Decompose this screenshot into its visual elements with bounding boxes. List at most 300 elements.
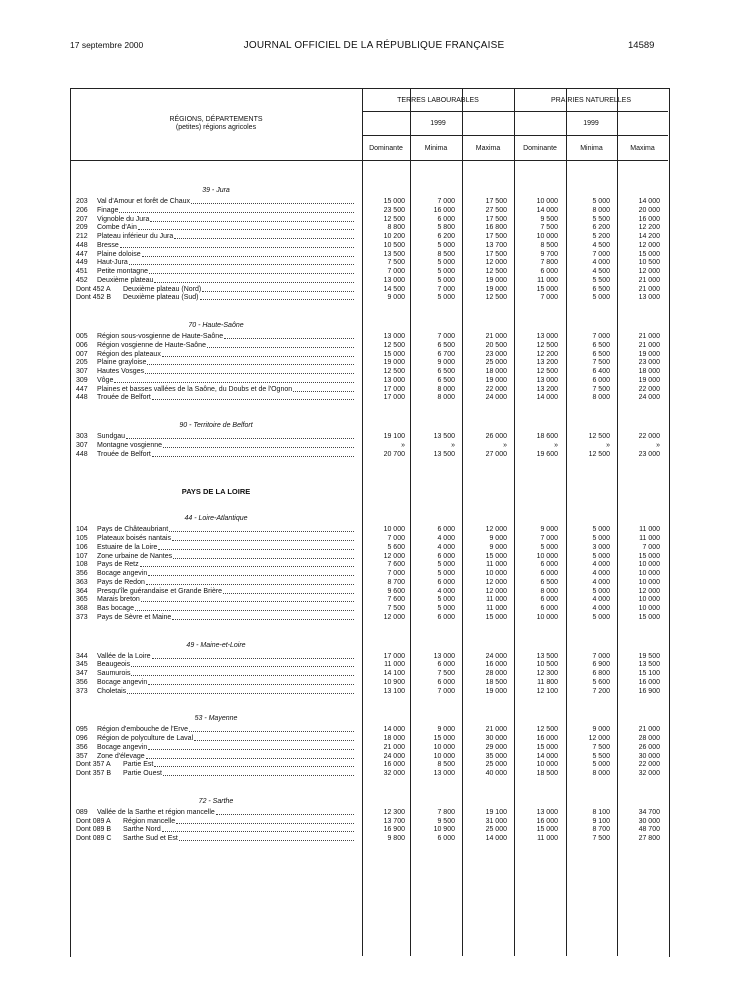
region-name-text: Combe d'Ain [97,224,137,232]
value-cell: 6 000 [437,526,455,534]
value-cell: » [606,441,610,449]
region-name [97,376,354,385]
value-cell: 19 100 [383,433,405,440]
value-cell: 7 800 [540,259,558,267]
value-cell: 6 000 [437,552,455,560]
value-cell: 4 000 [592,561,610,569]
table-row [0,385,748,394]
value-cell: 11 800 [537,678,558,686]
value-cell: 13 000 [383,276,405,284]
value-cell: 21 000 [485,333,507,340]
value-cell: 7 500 [387,605,405,612]
value-cell: 23 000 [638,450,660,458]
leader-dots [162,350,354,357]
header-title: JOURNAL OFFICIEL DE LA RÉPUBLIQUE FRANÇAISE [243,40,505,51]
value-cell: 12 500 [383,368,405,375]
value-cell: 4 500 [592,268,610,275]
value-cell: 25 000 [485,761,507,769]
region-name [97,197,354,206]
value-cell: 11 000 [384,661,405,669]
region-code: 307 [76,368,88,375]
year-header-prairies: 1999 [583,120,599,127]
value-cell: 24 000 [638,394,660,402]
leader-dots [158,543,354,550]
region-name-text: Région vosgienne de Haute-Saône [97,341,206,349]
region-name-text: Zone d'élevage [97,752,145,760]
value-cell: 5 000 [437,596,455,604]
department-heading: 72 - Sarthe [198,797,234,805]
table-row [0,652,748,661]
value-cell: 18 000 [485,368,507,375]
region-name [97,232,354,241]
table-row [0,543,748,552]
leader-dots [174,232,354,239]
col-header-maxima: Maxima [630,145,655,152]
region-name [97,367,354,376]
table-row [0,734,748,743]
value-cell: 4 000 [437,543,455,551]
leader-dots [163,769,354,776]
value-cell: 13 000 [383,333,405,340]
region-name-text: Pays de Redon [97,578,145,586]
leader-dots [173,552,354,559]
value-cell: 16 800 [485,224,507,232]
value-cell: 7 000 [592,652,610,660]
region-name-text: Région sous-vosgienne de Haute-Saône [97,333,224,340]
region-name [97,267,354,276]
leader-dots [114,376,354,383]
value-cell: 30 000 [638,817,660,825]
value-cell: 7 600 [387,596,405,604]
leader-dots [145,367,354,374]
region-code: 007 [76,350,88,358]
value-cell: 6 500 [437,376,455,384]
value-cell: 18 600 [536,433,558,440]
value-cell: 7 000 [437,687,455,695]
value-cell: 5 000 [592,587,610,595]
region-code: 212 [76,233,88,240]
leader-dots [172,613,354,620]
region-name-text: Plaine doloise [97,250,141,258]
region-name-text: Deuxième plateau (Sud) [123,294,199,302]
value-cell: 12 000 [485,259,507,267]
table-row [0,725,748,734]
value-cell: 25 000 [485,359,507,367]
value-cell: 5 500 [592,215,610,223]
region-name [97,734,354,743]
value-cell: 9 500 [437,817,455,825]
region-name [97,441,354,450]
leader-dots [169,525,354,532]
region-name-text: Beaugeois [97,661,131,669]
value-cell: 13 500 [383,250,405,258]
region-code: 107 [76,552,88,560]
value-cell: 12 200 [638,224,660,232]
value-cell: 12 000 [485,578,507,586]
value-cell: 22 000 [638,385,660,393]
value-cell: 10 000 [638,561,660,569]
value-cell: 15 000 [638,613,660,621]
region-name-text: Région mancelle [123,817,176,825]
leader-dots [146,578,354,585]
region-name [97,652,354,661]
region-name [97,808,354,817]
value-cell: 7 000 [540,294,558,302]
region-code: 309 [76,376,88,384]
value-cell: 7 500 [592,743,610,751]
value-cell: 10 500 [638,259,660,267]
region-name-text: Deuxième plateau [97,276,154,284]
value-cell: » [451,441,455,449]
region-name [97,534,354,543]
region-name-text: Bas bocage [97,605,134,612]
value-cell: 13 000 [383,376,405,384]
value-cell: 6 500 [592,341,610,349]
region-code: Dont 357 B [76,770,112,777]
value-cell: 16 900 [638,687,660,695]
value-cell: 19 500 [638,652,660,660]
value-cell: 6 700 [437,350,455,358]
leader-dots [191,197,354,204]
value-cell: 13 000 [638,294,660,302]
value-cell: 5 000 [592,198,610,205]
value-cell: 6 000 [437,678,455,686]
table-row [0,341,748,350]
region-name [97,385,354,394]
value-cell: 26 000 [638,743,660,751]
table-row [0,525,748,534]
region-name [97,223,354,232]
value-cell: 7 000 [437,333,455,340]
value-cell: 10 900 [383,678,405,686]
value-cell: 12 000 [588,735,610,742]
table-row [0,834,748,843]
value-cell: 7 500 [540,224,558,232]
region-code: 368 [76,605,88,612]
region-code: Dont 089 A [76,817,111,825]
leader-dots [207,341,354,348]
value-cell: 10 000 [536,233,558,240]
region-code: 452 [76,276,88,284]
value-cell: 11 000 [537,835,558,842]
value-cell: 21 000 [638,285,660,293]
value-cell: 7 000 [540,535,558,542]
region-code: Dont 452 B [76,294,112,302]
table-row [0,678,748,687]
region-code: 104 [76,526,88,534]
region-name-text: Partie Ouest [123,770,162,777]
value-cell: 8 700 [592,826,610,834]
table-row [0,534,748,543]
value-cell: 4 500 [592,241,610,249]
region-name-text: Finage [97,206,119,214]
region-name-text: Plateau inférieur du Jura [97,233,174,240]
value-cell: 4 000 [592,578,610,586]
table-row [0,376,748,385]
value-cell: 19 100 [485,808,507,816]
value-cell: 5 000 [592,613,610,621]
region-name [97,669,354,678]
value-cell: 6 000 [540,596,558,604]
table-row [0,223,748,232]
col-header-dominante: Dominante [523,145,557,152]
value-cell: 13 200 [536,385,558,393]
table-row [0,350,748,359]
department-heading: 44 - Loire-Atlantique [184,515,248,523]
region-name-text: Vallée de la Loire [97,652,151,660]
value-cell: 4 000 [437,587,455,595]
value-cell: 15 000 [536,743,558,751]
value-cell: 32 000 [383,770,405,777]
value-cell: 5 500 [592,276,610,284]
table-row [0,367,748,376]
region-name [97,743,354,752]
value-cell: 13 200 [536,359,558,367]
leader-dots [293,385,354,392]
region-code: 449 [76,259,88,267]
value-cell: 32 000 [638,770,660,777]
table-row [0,808,748,817]
value-cell: 15 000 [383,198,405,205]
value-cell: 14 000 [536,206,558,214]
value-cell: 10 500 [383,241,405,249]
region-name-text: Trouée de Belfort [97,394,151,402]
region-code: Dont 452 A [76,285,111,293]
leader-dots [138,223,354,230]
col-header-maxima: Maxima [475,145,501,152]
region-name-text: Petite montagne [97,268,148,275]
value-cell: 5 000 [592,535,610,542]
value-cell: 12 100 [536,687,558,695]
value-cell: 10 000 [433,752,455,760]
region-name-text: Région d'embouche de l'Erve [97,726,189,734]
region-heading: PAYS DE LA LOIRE [181,487,251,497]
value-cell: 6 400 [592,368,610,375]
value-cell: 5 600 [387,543,405,551]
value-cell: 6 200 [592,224,610,232]
region-name [97,660,354,669]
value-cell: 10 000 [536,761,558,769]
leader-dots [135,604,354,611]
value-cell: 14 100 [383,670,405,677]
leader-dots [194,734,354,741]
region-name [97,241,354,250]
value-cell: 13 500 [638,661,660,669]
value-cell: 5 000 [437,605,455,612]
region-code: 448 [76,241,88,249]
value-cell: 12 000 [383,613,405,621]
value-cell: 7 000 [437,198,455,205]
value-cell: 19 000 [485,285,507,293]
region-code: 447 [76,250,88,258]
region-name [97,552,354,561]
region-name [97,587,354,596]
region-code: 105 [76,535,88,542]
value-cell: 12 500 [588,433,610,440]
table-row [0,760,748,769]
value-cell: 6 000 [437,835,455,842]
table-row [0,552,748,561]
value-cell: 22 000 [485,385,507,393]
group-header-terres: TERRES LABOURABLES [397,97,479,104]
region-code: 356 [76,678,88,686]
value-cell: » [503,441,507,449]
value-cell: 10 000 [638,570,660,577]
value-cell: 21 000 [485,726,507,734]
value-cell: 28 000 [485,670,507,677]
value-cell: 7 800 [437,808,455,816]
region-name-text: Sundgau [97,433,126,440]
value-cell: 12 000 [638,268,660,275]
leader-dots [179,834,354,841]
region-code: 448 [76,450,88,458]
region-name [97,215,354,224]
value-cell: 14 000 [485,835,507,842]
value-cell: 15 000 [536,826,558,834]
region-name-text: Trouée de Belfort [97,450,151,458]
value-cell: 13 000 [433,770,455,777]
value-cell: 26 000 [485,433,507,440]
value-cell: 28 000 [638,735,660,742]
region-name [123,834,354,843]
value-cell: 10 000 [433,743,455,751]
region-code: 205 [76,359,88,367]
region-name-text: Pays de Sèvre et Maine [97,613,172,621]
region-name-text: Saumurois [97,670,131,677]
department-heading: 53 - Mayenne [194,715,238,723]
region-code: 108 [76,561,88,569]
leader-dots [223,587,354,594]
region-code: 209 [76,224,88,232]
leader-dots [154,276,354,283]
region-name [97,525,354,534]
value-cell: 12 500 [485,294,507,302]
value-cell: 21 000 [638,276,660,284]
value-cell: 15 000 [638,552,660,560]
year-header-terres: 1999 [430,120,446,127]
region-name-text: Estuaire de la Loire [97,543,158,551]
leader-dots [152,393,354,400]
value-cell: 8 100 [592,808,610,816]
table-row [0,197,748,206]
region-name [97,258,354,267]
value-cell: 31 000 [485,817,507,825]
value-cell: 21 000 [638,333,660,340]
value-cell: 8 500 [437,761,455,769]
value-cell: 12 000 [485,587,507,595]
value-cell: 7 000 [642,543,660,551]
region-code: 364 [76,587,88,595]
leader-dots [147,358,354,365]
value-cell: 48 700 [638,826,660,834]
value-cell: 13 700 [485,241,507,249]
region-name-text: Sarthe Nord [123,826,161,834]
value-cell: 11 000 [486,561,507,569]
value-cell: 17 500 [485,250,507,258]
region-name-text: Pays de Châteaubriant [97,526,169,534]
leader-dots [127,687,354,694]
region-code: 307 [76,441,88,449]
value-cell: 27 800 [638,835,660,842]
table-row [0,595,748,604]
leader-dots [163,441,354,448]
value-cell: 8 000 [540,587,558,595]
value-cell: 6 000 [592,376,610,384]
value-cell: 27 500 [485,206,507,214]
leader-dots [150,215,354,222]
region-name [97,687,354,696]
region-name [97,350,354,359]
value-cell: 19 000 [638,376,660,384]
table-row [0,258,748,267]
value-cell: 12 500 [536,726,558,734]
value-cell: 5 500 [592,752,610,760]
value-cell: 4 000 [437,535,455,542]
value-cell: 9 000 [540,526,558,534]
value-cell: 11 000 [537,276,558,284]
value-cell: 8 500 [437,250,455,258]
value-cell: 5 000 [437,241,455,249]
region-name-text: Haut-Jura [97,259,128,267]
value-cell: 6 000 [540,268,558,275]
region-name [97,393,354,402]
region-name-text: Vôge [97,376,114,384]
value-cell: 16 000 [638,215,660,223]
region-code: 206 [76,206,88,214]
region-name-text: Bocage angevin [97,743,148,751]
value-cell: 13 500 [433,450,455,458]
region-name [97,604,354,613]
value-cell: 7 500 [387,259,405,267]
value-cell: 20 500 [485,341,507,349]
region-name [97,276,354,285]
region-code: 357 [76,752,88,760]
value-cell: 6 800 [592,670,610,677]
value-cell: 14 000 [536,394,558,402]
region-code: 207 [76,215,88,223]
value-cell: 8 000 [592,206,610,214]
leader-dots [142,250,354,257]
value-cell: 14 500 [383,285,405,293]
value-cell: 11 000 [486,596,507,604]
leader-dots [176,817,354,824]
leader-dots [216,808,354,815]
value-cell: 7 000 [437,285,455,293]
table-row [0,769,748,778]
value-cell: » [554,441,558,449]
table-row [0,267,748,276]
value-cell: 8 000 [592,394,610,402]
value-cell: 40 000 [485,770,507,777]
value-cell: 12 000 [485,526,507,534]
value-cell: 6 000 [540,570,558,577]
region-code: 365 [76,596,88,604]
value-cell: 12 500 [383,215,405,223]
value-cell: 10 000 [536,198,558,205]
value-cell: 13 000 [536,808,558,816]
department-heading: 49 - Maine-et-Loire [186,641,246,649]
leader-dots [131,669,354,676]
value-cell: 7 000 [592,250,610,258]
region-code: 006 [76,341,88,349]
region-name-text: Bresse [97,241,119,249]
value-cell: 23 000 [638,359,660,367]
value-cell: 5 000 [437,259,455,267]
region-name-text: Montagne vosgienne [97,441,162,449]
value-cell: 15 000 [638,250,660,258]
region-code: 451 [76,268,88,275]
value-cell: 34 700 [638,808,660,816]
